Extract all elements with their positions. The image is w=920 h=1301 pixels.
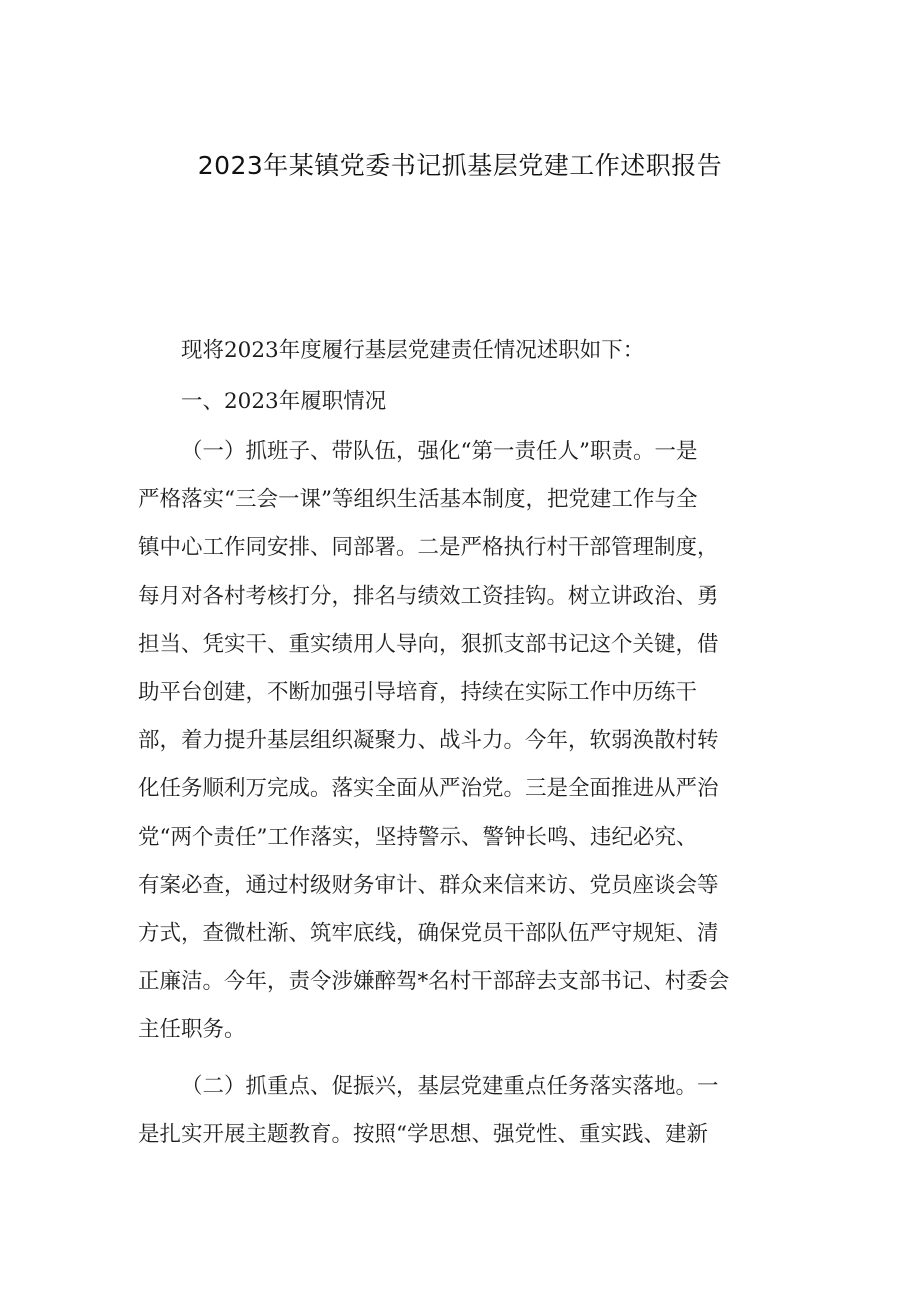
text-line: 化任务顺利万完成。落实全面从严治党。三是全面推进从严治 xyxy=(138,776,719,802)
text-line: 方式，查微杜渐、筑牢底线，确保党员干部队伍严守规矩、清 xyxy=(138,921,719,947)
section-heading: 一、2023年履职情况 xyxy=(181,389,387,414)
text-line: 每月对各村考核打分，排名与绩效工资挂钩。树立讲政治、勇 xyxy=(138,583,719,609)
text-line: 是扎实开展主题教育。按照“学思想、强党性、重实践、建新 xyxy=(138,1121,708,1147)
text-line: 部，着力提升基层组织凝聚力、战斗力。今年，软弱涣散村转 xyxy=(138,728,719,754)
document-title: 2023年某镇党委书记抓基层党建工作述职报告 xyxy=(197,151,723,180)
document-body xyxy=(138,326,778,1159)
paragraph-1 xyxy=(138,428,778,1055)
text-line: 镇中心工作同安排、同部署。二是严格执行村干部管理制度， xyxy=(138,535,719,561)
text-line: 担当、凭实干、重实绩用人导向，狠抓支部书记这个关键，借 xyxy=(138,631,719,657)
text-line: 有案必查，通过村级财务审计、群众来信来访、党员座谈会等 xyxy=(138,872,719,898)
text-line: 党“两个责任”工作落实，坚持警示、警钟长鸣、违纪必究、 xyxy=(138,824,698,850)
paragraph-2 xyxy=(138,1063,778,1159)
text-line: 正廉洁。今年，责令涉嫌醉驾*名村干部辞去支部书记、村委会 xyxy=(138,969,730,995)
intro-paragraph: 现将2023年度履行基层党建责任情况述职如下： xyxy=(181,338,645,363)
text-line: （二）抓重点、促振兴，基层党建重点任务落实落地。一 xyxy=(181,1073,719,1099)
text-line: （一）抓班子、带队伍，强化“第一责任人”职责。一是 xyxy=(181,439,698,464)
text-line: 主任职务。 xyxy=(138,1017,246,1043)
text-line: 助平台创建，不断加强引导培育，持续在实际工作中历练干 xyxy=(138,680,698,706)
text-line: 严格落实“三会一课”等组织生活基本制度，把党建工作与全 xyxy=(138,487,698,513)
